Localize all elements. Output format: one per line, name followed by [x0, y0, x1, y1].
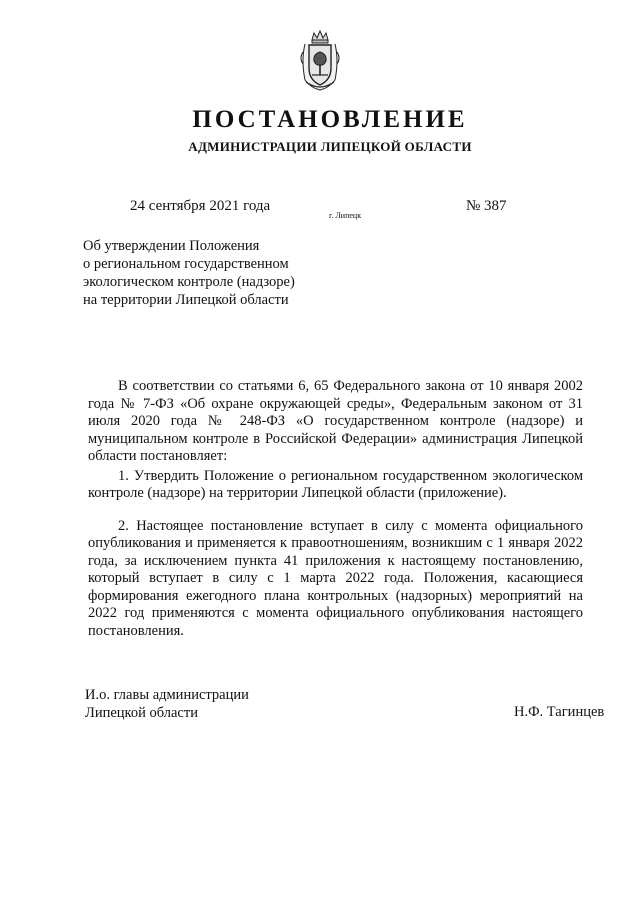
- clause-2: 2. Настоящее постановление вступает в силу с момента официального опубликования и применяется к правоотношениям, возникшим с 1 января 2022 года, за исключением пункта 41 приложения к настоящему постановлению, который вступает в силу с 1 марта 2022 года. Положения, касающиеся формирования ежегодного плана контрольных (надзорных) мероприятий на 2022 год применяются с момента официального опубликования настоящего постановления.: [88, 517, 583, 639]
- position-line: Липецкой области: [85, 705, 198, 721]
- subject-line: экологическом контроле (надзоре): [83, 274, 295, 290]
- clause-1: 1. Утвердить Положение о региональном государственном экологическом контроле (надзоре) на территории Липецкой области (приложение).: [88, 467, 583, 501]
- coat-of-arms-icon: [297, 30, 343, 92]
- position-line: И.о. главы администрации: [85, 687, 249, 703]
- subject-line: на территории Липецкой области: [83, 292, 289, 308]
- document-date: 24 сентября 2021 года: [130, 198, 271, 214]
- document-place: г. Липецк: [329, 211, 362, 220]
- issuing-authority: АДМИНИСТРАЦИИ ЛИПЕЦКОЙ ОБЛАСТИ: [188, 139, 472, 154]
- signatory-position: [85, 686, 249, 722]
- signatory-name: Н.Ф. Тагинцев: [514, 704, 605, 720]
- document-subject: [83, 237, 295, 309]
- document-body: [88, 378, 583, 640]
- subject-line: Об утверждении Положения: [83, 238, 260, 254]
- document-number: № 387: [466, 198, 507, 214]
- document-title: ПОСТАНОВЛЕНИЕ: [192, 106, 468, 133]
- preamble-paragraph: В соответствии со статьями 6, 65 Федерального закона от 10 января 2002 года № 7-ФЗ «Об охране окружающей среды», Федеральным законом от 31 июля 2020 года № 248-ФЗ «О государственном контроле (надзоре) и муниципальном контроле в Российской Федерации» администрация Липецкой области постановляет:: [88, 378, 583, 464]
- subject-line: о региональном государственном: [83, 256, 289, 272]
